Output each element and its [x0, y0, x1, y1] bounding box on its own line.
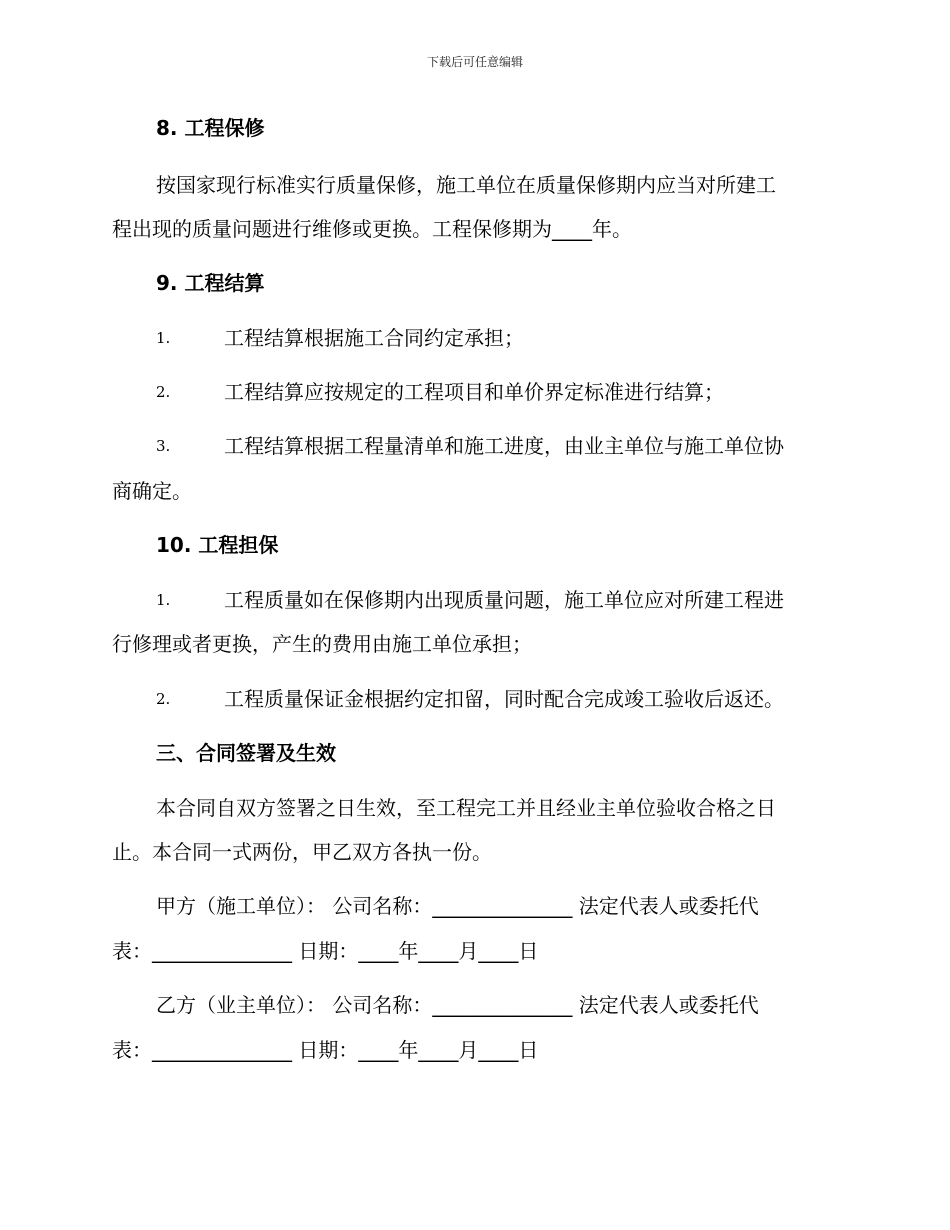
list-text: 工程结算根据工程量清单和施工进度，由业主单位与施工单位协 — [224, 434, 784, 458]
section-heading: 三、合同签署及生效 — [156, 741, 336, 765]
party-a-line: 甲方（施工单位）： 公司名称：______________ 法定代表人或委托代 — [156, 894, 759, 918]
list-number: 1. — [156, 591, 171, 609]
list-text: 工程结算应按规定的工程项目和单价界定标准进行结算； — [224, 380, 724, 404]
section-heading: 9. 工程结算 — [156, 271, 265, 295]
party-a-line-continued: 表：______________ 日期：____年____月____日 — [112, 939, 539, 963]
list-number: 2. — [156, 383, 171, 401]
list-number: 3. — [156, 437, 171, 455]
list-text: 工程质量保证金根据约定扣留，同时配合完成竣工验收后返还。 — [224, 687, 784, 711]
party-b-line-continued: 表：______________ 日期：____年____月____日 — [112, 1038, 539, 1062]
list-text: 工程质量如在保修期内出现质量问题，施工单位应对所建工程进 — [224, 588, 784, 612]
list-text-continued: 行修理或者更换，产生的费用由施工单位承担； — [112, 632, 532, 656]
paragraph-line: 本合同自双方签署之日生效，至工程完工并且经业主单位验收合格之日 — [156, 796, 776, 820]
list-number: 1. — [156, 329, 171, 347]
paragraph-line: 止。本合同一式两份，甲乙双方各执一份。 — [112, 840, 492, 864]
list-number: 2. — [156, 690, 171, 708]
paragraph-line: 程出现的质量问题进行维修或更换。工程保修期为____年。 — [112, 217, 632, 241]
list-text-continued: 商确定。 — [112, 479, 192, 503]
section-heading: 10. 工程担保 — [156, 533, 279, 557]
section-heading: 8. 工程保修 — [156, 116, 265, 140]
party-b-line: 乙方（业主单位）： 公司名称：______________ 法定代表人或委托代 — [156, 993, 759, 1017]
list-text: 工程结算根据施工合同约定承担； — [224, 326, 524, 350]
paragraph-line: 按国家现行标准实行质量保修，施工单位在质量保修期内应当对所建工 — [156, 173, 776, 197]
page-header: 下载后可任意编辑 — [426, 55, 523, 69]
